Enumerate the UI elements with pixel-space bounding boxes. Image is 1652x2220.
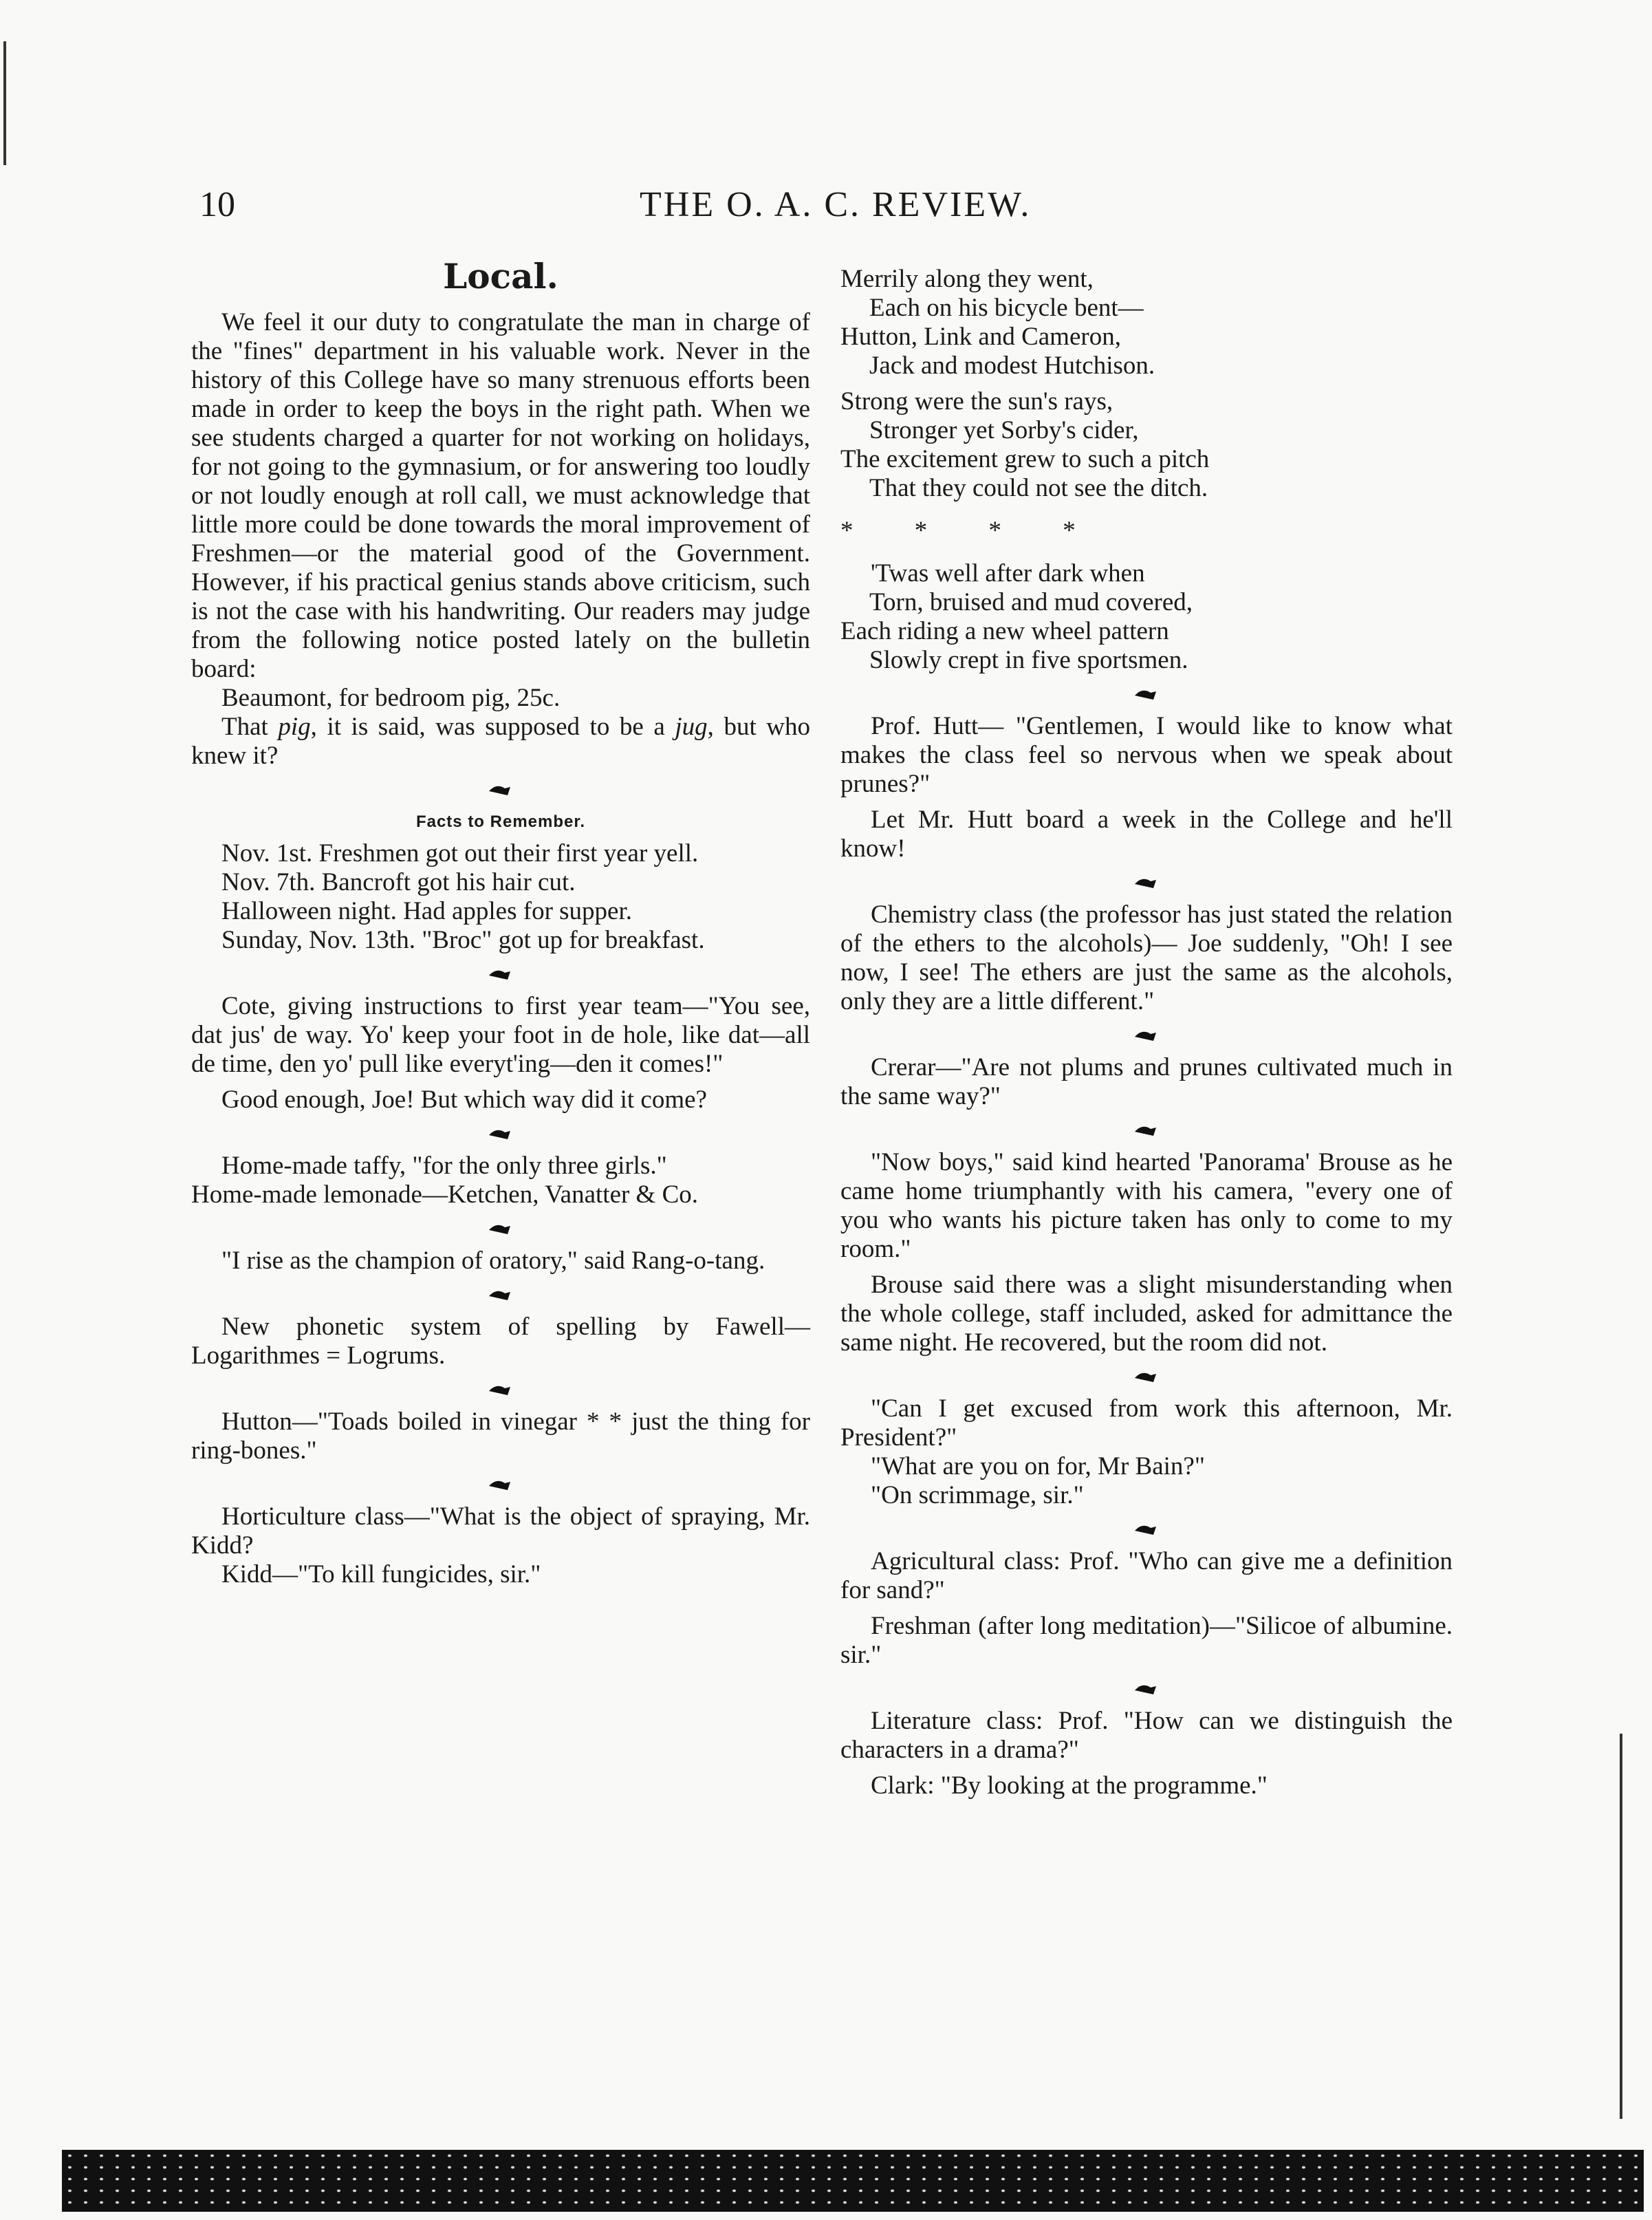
verse-line: Each riding a new wheel pattern	[840, 617, 1169, 645]
verse-line: Slowly crept in five sportsmen.	[869, 646, 1188, 674]
separator-ornament	[487, 782, 514, 798]
separator-ornament	[487, 1476, 514, 1493]
separator-ornament	[1133, 686, 1160, 702]
excuse-question: "Can I get excused from work this afternoon, Mr. President?"	[840, 1394, 1453, 1452]
left-edge-mark	[3, 41, 6, 165]
freshman-reply: Freshman (after long meditation)—"Silicoe of albumine. sir."	[840, 1612, 1453, 1669]
separator-ornament	[1133, 1521, 1160, 1538]
brouse-paragraph: "Now boys," said kind hearted 'Panorama' Brouse as he came home triumphantly with his camera, "every one of you who wants his picture taken has only to come to my room."	[840, 1148, 1453, 1263]
verse-line: The excitement grew to such a pitch	[840, 445, 1210, 473]
pig-word: pig	[278, 713, 311, 741]
pig-text-c: , but who knew it?	[191, 713, 810, 770]
separator-ornament	[1133, 1122, 1160, 1139]
excuse-answer: "On scrimmage, sir."	[871, 1481, 1084, 1509]
verse-line: Stronger yet Sorby's cider,	[869, 416, 1139, 444]
separator-ornament	[487, 1220, 514, 1237]
separator-ornament	[1133, 1368, 1160, 1385]
bottom-scan-border	[62, 2150, 1644, 2212]
separator-ornament	[487, 1286, 514, 1303]
verse-line: Each on his bicycle bent—	[869, 294, 1144, 322]
verse-line: Merrily along they went,	[840, 265, 1094, 293]
cote-paragraph: Cote, giving instructions to first year team—"You see, dat jus' de way. Yo' keep your foot in de hole, like dat—all de time, den yo' pull like everyt'ing—den it comes!"	[191, 992, 810, 1078]
crerar-paragraph: Crerar—"Are not plums and prunes cultivated much in the same way?"	[840, 1053, 1453, 1110]
verse-line: Jack and modest Hutchison.	[869, 352, 1155, 380]
hutt-reply: Let Mr. Hutt board a week in the College and he'll know!	[840, 806, 1453, 863]
lemonade-line: Home-made lemonade—Ketchen, Vanatter & Co.	[191, 1181, 699, 1209]
left-column	[191, 256, 810, 1589]
pig-paragraph	[191, 713, 810, 770]
agricultural-paragraph: Agricultural class: Prof. "Who can give me a definition for sand?"	[840, 1547, 1453, 1604]
hutton-paragraph: Hutton—"Toads boiled in vinegar * * just the thing for ring-bones."	[191, 1408, 810, 1465]
right-edge-mark	[1620, 1734, 1622, 2119]
fact-item: Halloween night. Had apples for supper.	[221, 897, 632, 925]
verse-line: Strong were the sun's rays,	[840, 387, 1113, 416]
separator-ornament	[1133, 874, 1160, 891]
jug-word: jug	[675, 713, 708, 741]
clark-reply: Clark: "By looking at the programme."	[871, 1771, 1268, 1800]
oratory-paragraph: "I rise as the champion of oratory," said Rang-o-tang.	[221, 1247, 765, 1275]
separator-ornament	[1133, 1681, 1160, 1697]
hutt-paragraph: Prof. Hutt— "Gentlemen, I would like to know what makes the class feel so nervous when we speak about prunes?"	[840, 712, 1453, 798]
intro-paragraph: We feel it our duty to congratulate the man in charge of the "fines" department in his valuable work. Never in the history of this College have so many strenuous efforts been made in order to keep the boys in the right path. When we see students charged a quarter for not working on holidays, for not going to the gymnasium, or for answering too loudly or not loudly enough at roll call, we must acknowledge that little more could be done towards the moral improvement of Freshmen—or the material good of the Government. However, if his practical genius stands above criticism, such is not the case with his handwriting. Our readers may judge from the following notice posted lately on the bulletin board:	[191, 308, 810, 683]
verse-line: Hutton, Link and Cameron,	[840, 323, 1121, 351]
literature-paragraph: Literature class: Prof. "How can we distinguish the characters in a drama?"	[840, 1707, 1453, 1764]
pig-text-b: , it is said, was supposed to be a	[310, 713, 675, 741]
fact-item: Nov. 7th. Bancroft got his hair cut.	[221, 868, 576, 896]
horticulture-question: Horticulture class—"What is the object of spraying, Mr. Kidd?	[191, 1502, 810, 1560]
verse-line: Torn, bruised and mud covered,	[869, 588, 1193, 616]
verse-line: 'Twas well after dark when	[871, 559, 1145, 588]
cote-reply: Good enough, Joe! But which way did it come?	[221, 1086, 707, 1114]
separator-ornament	[1133, 1027, 1160, 1044]
pig-text-a: That	[221, 713, 279, 741]
fact-item: Sunday, Nov. 13th. "Broc" got up for breakfast.	[221, 926, 705, 954]
notice-line: Beaumont, for bedroom pig, 25c.	[221, 684, 561, 712]
taffy-line: Home-made taffy, "for the only three girls."	[221, 1152, 667, 1180]
separator-ornament	[487, 1125, 514, 1142]
fact-item: Nov. 1st. Freshmen got out their first year yell.	[221, 839, 699, 867]
separator-ornament	[487, 1381, 514, 1398]
facts-heading: Facts to Remember.	[415, 812, 586, 831]
section-heading: Local.	[443, 256, 558, 297]
right-column	[840, 265, 1453, 1800]
brouse-followup: Brouse said there was a slight misunderstanding when the whole college, staff included, asked for admittance the same night. He recovered, but the room did not.	[840, 1271, 1453, 1357]
horticulture-answer: Kidd—"To kill fungicides, sir."	[221, 1560, 541, 1588]
phonetic-paragraph: New phonetic system of spelling by Fawell—Logarithmes = Logrums.	[191, 1313, 810, 1370]
running-title: THE O. A. C. REVIEW.	[640, 185, 1032, 224]
chemistry-paragraph: Chemistry class (the professor has just stated the relation of the ethers to the alcohols)— Joe suddenly, "Oh! I see now, I see! The ethers are just the same as the alcohols, only they are a little different."	[840, 901, 1453, 1015]
page-number: 10	[199, 185, 235, 224]
asterism: * * * *	[840, 517, 1103, 545]
verse-line: That they could not see the ditch.	[869, 474, 1208, 502]
separator-ornament	[487, 966, 514, 982]
excuse-reply: "What are you on for, Mr Bain?"	[871, 1452, 1205, 1480]
